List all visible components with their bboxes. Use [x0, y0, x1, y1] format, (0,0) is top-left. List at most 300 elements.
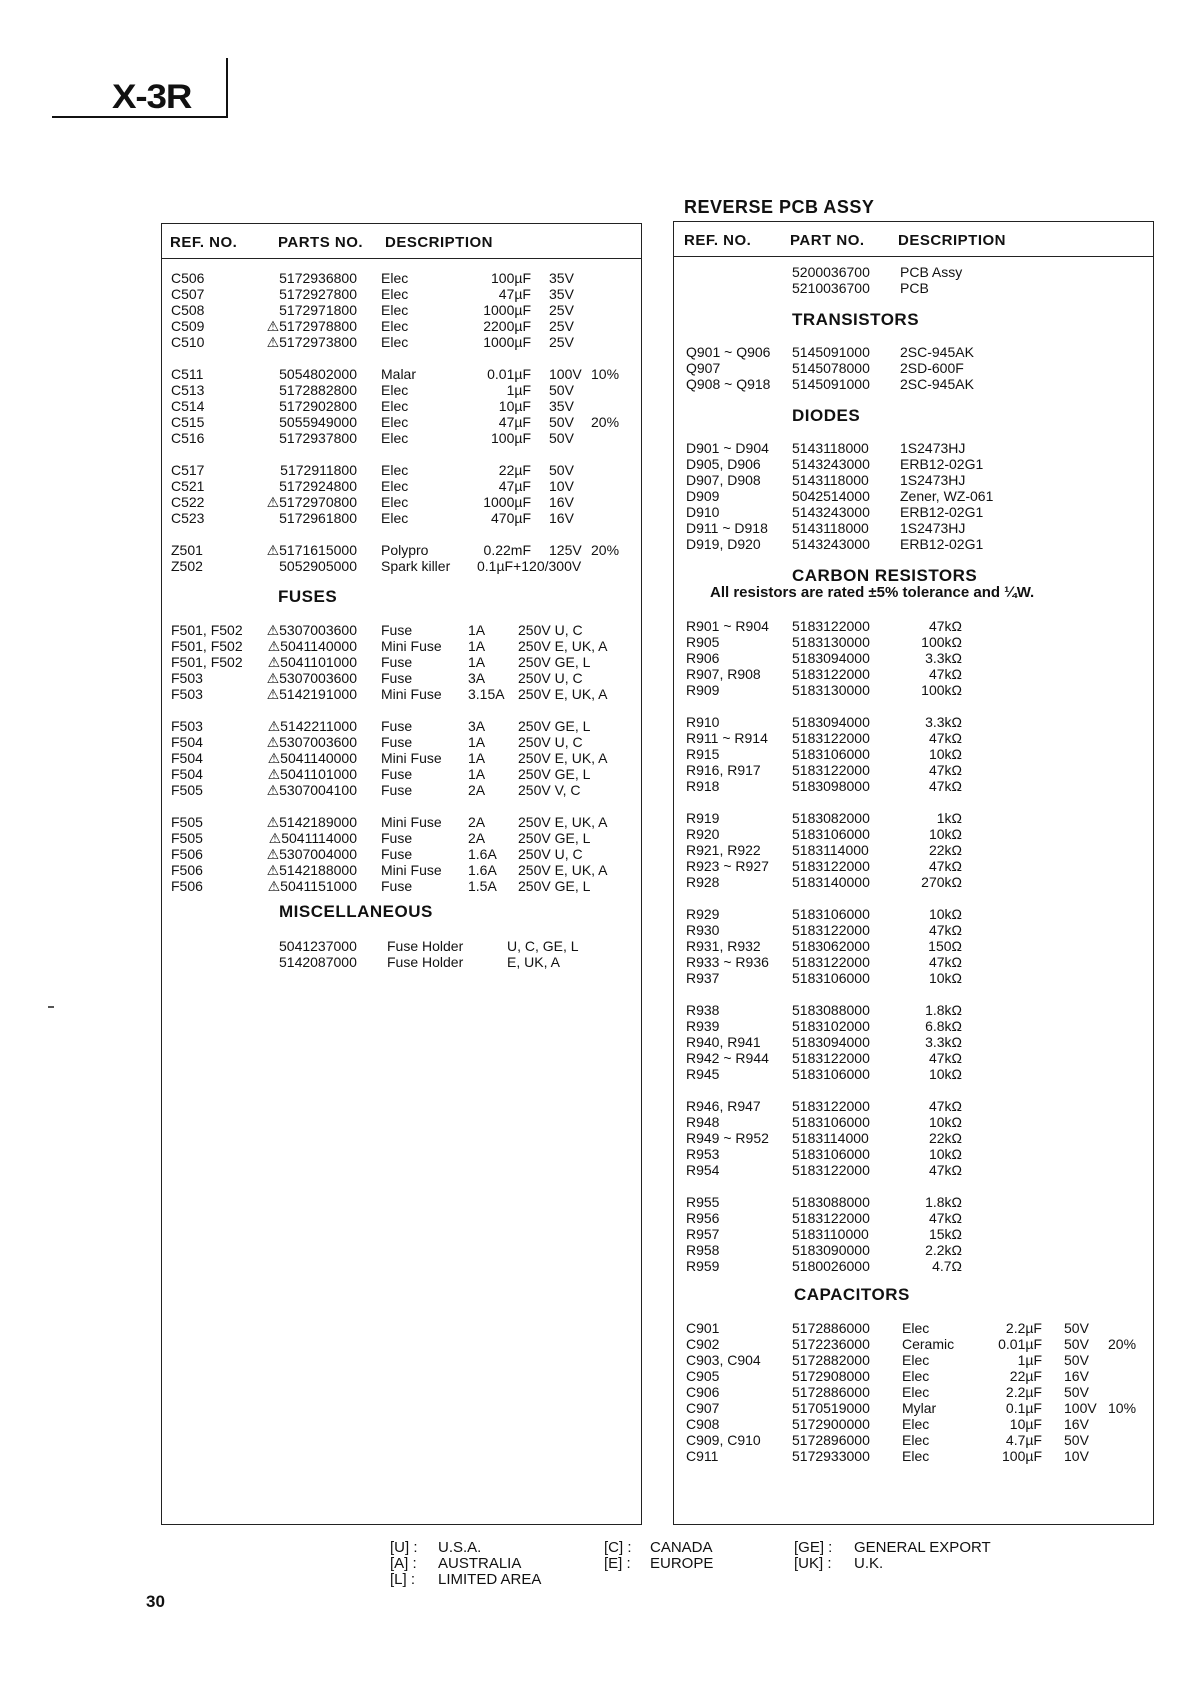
- ref-no: C509: [171, 318, 205, 334]
- resistance: 15kΩ: [928, 1226, 962, 1242]
- ref-no: R939: [686, 1018, 720, 1034]
- resistance: 47kΩ: [928, 730, 962, 746]
- value: 100µF: [1002, 1448, 1042, 1464]
- voltage: 25V: [549, 334, 574, 350]
- part-no: ⚠5142188000: [266, 862, 357, 878]
- voltage: 100V: [549, 366, 582, 382]
- part-no: 5143118000: [792, 472, 869, 488]
- voltage: 16V: [1064, 1416, 1089, 1432]
- part-no: 5183110000: [792, 1226, 869, 1242]
- voltage: 50V: [1064, 1352, 1089, 1368]
- tolerance: 20%: [591, 542, 620, 558]
- ref-no: D901 ~ D904: [686, 440, 769, 456]
- part-no: 5172908000: [792, 1368, 870, 1384]
- ref-no: C516: [171, 430, 205, 446]
- type: Elec: [381, 478, 409, 494]
- value: 10µF: [1009, 1416, 1042, 1432]
- part-no: ⚠5041140000: [267, 638, 357, 654]
- part-no: 5143243000: [792, 504, 870, 520]
- tolerance: 10%: [1108, 1400, 1137, 1416]
- part-no: 5183130000: [792, 634, 870, 650]
- part-no: 5172924800: [279, 478, 357, 494]
- type: Fuse: [381, 782, 413, 798]
- part-no: 5183122000: [792, 1162, 870, 1178]
- ref-no: F501, F502: [171, 638, 243, 654]
- resistance: 10kΩ: [928, 1114, 962, 1130]
- ref-no: C901: [686, 1320, 720, 1336]
- description: ERB12-02G1: [900, 504, 984, 520]
- part-no: 5183098000: [792, 778, 870, 794]
- ref-no: C522: [171, 494, 205, 510]
- value: 47µF: [498, 478, 531, 494]
- value: 1µF: [506, 382, 531, 398]
- legend-code: [C] :: [604, 1539, 632, 1556]
- page-number: 30: [146, 1592, 165, 1611]
- resistance: 10kΩ: [928, 906, 962, 922]
- region: U, C, GE, L: [507, 938, 579, 954]
- tolerance: 20%: [1108, 1336, 1137, 1352]
- ref-no: R942 ~ R944: [686, 1050, 769, 1066]
- ref-no: R909: [686, 682, 720, 698]
- voltage: 50V: [1064, 1320, 1089, 1336]
- part-no: 5143243000: [792, 536, 870, 552]
- part-no: 5145078000: [792, 360, 870, 376]
- part-no: 5145091000: [792, 376, 870, 392]
- ref-no: Z502: [171, 558, 203, 574]
- description: 1S2473HJ: [900, 440, 966, 456]
- part-no: ⚠5142189000: [266, 814, 357, 830]
- resistance: 47kΩ: [928, 1162, 962, 1178]
- rating: 1A: [468, 638, 486, 654]
- part-no: ⚠5307003600: [266, 734, 357, 750]
- legend-code: [U] :: [390, 1539, 418, 1556]
- voltage-region: 250V E, UK, A: [518, 750, 608, 766]
- legend-name: EUROPE: [650, 1555, 714, 1572]
- type: Elec: [902, 1448, 930, 1464]
- voltage-region: 250V E, UK, A: [518, 862, 608, 878]
- region: E, UK, A: [507, 954, 560, 970]
- resistance: 1.8kΩ: [925, 1002, 962, 1018]
- part-no: 5183122000: [792, 858, 870, 874]
- ref-no: C508: [171, 302, 205, 318]
- legend-code: [A] :: [390, 1555, 417, 1572]
- ref-no: R910: [686, 714, 720, 730]
- resistors-title: CARBON RESISTORS: [792, 566, 978, 585]
- part-no: 5183122000: [792, 1050, 870, 1066]
- col-part-no: PART NO.: [790, 232, 865, 249]
- part-no: ⚠5041151000: [267, 878, 357, 894]
- voltage: 50V: [549, 462, 574, 478]
- ref-no: R958: [686, 1242, 720, 1258]
- ref-no: R923 ~ R927: [686, 858, 769, 874]
- ref-no: D905, D906: [686, 456, 761, 472]
- type: Elec: [381, 302, 409, 318]
- ref-no: R959: [686, 1258, 720, 1274]
- left-table-header: [162, 224, 641, 259]
- part-no: 5042514000: [792, 488, 870, 504]
- part-no: 5172936800: [279, 270, 357, 286]
- value: 1µF: [1017, 1352, 1042, 1368]
- col-description: DESCRIPTION: [898, 232, 1007, 249]
- tolerance: 20%: [591, 414, 620, 430]
- ref-no: C908: [686, 1416, 720, 1432]
- ref-no: R931, R932: [686, 938, 761, 954]
- voltage-region: 250V U, C: [518, 734, 583, 750]
- part-no: 5054802000: [279, 366, 357, 382]
- voltage: 100V: [1064, 1400, 1097, 1416]
- rating: 1A: [468, 750, 486, 766]
- value: 47µF: [498, 286, 531, 302]
- part-no: 5183106000: [792, 970, 870, 986]
- part-no: ⚠5041101000: [267, 766, 357, 782]
- part-no: 5200036700: [792, 264, 870, 280]
- rating: 3.15A: [468, 686, 505, 702]
- legend-name: LIMITED AREA: [438, 1571, 542, 1588]
- part-no: 5183094000: [792, 1034, 870, 1050]
- tolerance: 10%: [591, 366, 620, 382]
- part-no: 5183106000: [792, 1146, 870, 1162]
- description: ERB12-02G1: [900, 456, 984, 472]
- ref-no: C907: [686, 1400, 720, 1416]
- part-no: 5183106000: [792, 1066, 870, 1082]
- voltage: 50V: [549, 430, 574, 446]
- type: Elec: [902, 1416, 930, 1432]
- voltage: 10V: [549, 478, 574, 494]
- type: Elec: [381, 286, 409, 302]
- rating: 1A: [468, 622, 486, 638]
- ref-no: D909: [686, 488, 720, 504]
- ref-no: F503: [171, 686, 203, 702]
- part-no: 5183106000: [792, 1114, 870, 1130]
- part-no: 5183114000: [792, 842, 869, 858]
- type: Mylar: [902, 1400, 937, 1416]
- ref-no: Q908 ~ Q918: [686, 376, 771, 392]
- value: 0.01µF: [487, 366, 531, 382]
- ref-no: R907, R908: [686, 666, 761, 682]
- part-no: 5041237000: [279, 938, 357, 954]
- description: 2SC-945AK: [900, 344, 974, 360]
- col-description: DESCRIPTION: [385, 234, 494, 251]
- part-no: 5183106000: [792, 906, 870, 922]
- ref-no: C903, C904: [686, 1352, 761, 1368]
- value: 47µF: [498, 414, 531, 430]
- logo-underline: [52, 116, 227, 118]
- voltage: 25V: [549, 318, 574, 334]
- ref-no: C513: [171, 382, 205, 398]
- rating: 1.6A: [468, 846, 497, 862]
- rating: 2A: [468, 782, 486, 798]
- legend-name: GENERAL EXPORT: [854, 1539, 991, 1556]
- type: Polypro: [381, 542, 429, 558]
- voltage-region: 250V GE, L: [518, 718, 591, 734]
- type: Elec: [381, 462, 409, 478]
- ref-no: R901 ~ R904: [686, 618, 769, 634]
- ref-no: C517: [171, 462, 205, 478]
- part-no: ⚠5041114000: [268, 830, 357, 846]
- part-no: 5183130000: [792, 682, 870, 698]
- ref-no: C511: [171, 366, 204, 382]
- type: Mini Fuse: [381, 814, 442, 830]
- ref-no: R956: [686, 1210, 720, 1226]
- rating: 1.6A: [468, 862, 497, 878]
- voltage-region: 250V GE, L: [518, 654, 591, 670]
- description: 1S2473HJ: [900, 472, 966, 488]
- resistors-note: All resistors are rated ±5% tolerance and ¼W.: [710, 584, 1035, 601]
- part-no: 5183122000: [792, 762, 870, 778]
- ref-no: F503: [171, 718, 203, 734]
- rating: 1A: [468, 654, 486, 670]
- part-no: 5143243000: [792, 456, 870, 472]
- margin-mark: [48, 1006, 54, 1008]
- ref-no: R919: [686, 810, 720, 826]
- resistance: 3.3kΩ: [925, 650, 962, 666]
- part-no: 5183122000: [792, 1098, 870, 1114]
- resistance: 47kΩ: [928, 1050, 962, 1066]
- part-no: 5172882800: [279, 382, 357, 398]
- ref-no: R948: [686, 1114, 720, 1130]
- type: Elec: [902, 1368, 930, 1384]
- description: Zener, WZ-061: [900, 488, 994, 504]
- part-no: 5172236000: [792, 1336, 870, 1352]
- legend-code: [E] :: [604, 1555, 631, 1572]
- value: 1000µF: [483, 334, 531, 350]
- part-no: 5172896000: [792, 1432, 870, 1448]
- voltage: 10V: [1064, 1448, 1089, 1464]
- part-no: ⚠5041101000: [267, 654, 357, 670]
- type: Fuse: [381, 734, 413, 750]
- ref-no: R933 ~ R936: [686, 954, 769, 970]
- resistance: 47kΩ: [928, 618, 962, 634]
- part-no: ⚠5142211000: [267, 718, 357, 734]
- part-no: 5172971800: [279, 302, 357, 318]
- type: Elec: [902, 1320, 930, 1336]
- part-no: 5172933000: [792, 1448, 870, 1464]
- ref-no: R955: [686, 1194, 720, 1210]
- ref-no: F504: [171, 766, 203, 782]
- value: 470µF: [491, 510, 531, 526]
- type: Mini Fuse: [381, 862, 442, 878]
- rating: 2A: [468, 830, 486, 846]
- type: Elec: [902, 1432, 930, 1448]
- resistance: 10kΩ: [928, 1066, 962, 1082]
- voltage: 50V: [1064, 1336, 1089, 1352]
- resistance: 2.2kΩ: [925, 1242, 962, 1258]
- ref-no: R915: [686, 746, 720, 762]
- type: Elec: [381, 270, 409, 286]
- type: Spark killer: [381, 558, 451, 574]
- type: Elec: [902, 1352, 930, 1368]
- part-no: ⚠5041140000: [267, 750, 357, 766]
- type: Fuse: [381, 846, 413, 862]
- voltage: 16V: [549, 494, 574, 510]
- part-no: 5172886000: [792, 1320, 870, 1336]
- part-no: ⚠5307004100: [266, 782, 357, 798]
- ref-no: D910: [686, 504, 720, 520]
- value: 2200µF: [483, 318, 531, 334]
- ref-no: R938: [686, 1002, 720, 1018]
- part-no: ⚠5307003600: [266, 670, 357, 686]
- description: 1S2473HJ: [900, 520, 966, 536]
- ref-no: R916, R917: [686, 762, 761, 778]
- value: 1000µF: [483, 494, 531, 510]
- part-no: 5172911800: [280, 462, 357, 478]
- resistance: 47kΩ: [928, 778, 962, 794]
- rating: 3A: [468, 718, 486, 734]
- part-no: 5172886000: [792, 1384, 870, 1400]
- part-no: 5183122000: [792, 666, 870, 682]
- part-no: 5183140000: [792, 874, 870, 890]
- legend-name: CANADA: [650, 1539, 713, 1556]
- resistance: 150Ω: [928, 938, 962, 954]
- rating: 3A: [468, 670, 486, 686]
- ref-no: R957: [686, 1226, 720, 1242]
- ref-no: Z501: [171, 542, 203, 558]
- legend-name: U.S.A.: [438, 1539, 482, 1556]
- voltage-region: 250V U, C: [518, 622, 583, 638]
- voltage-region: 250V U, C: [518, 670, 583, 686]
- ref-no: R954: [686, 1162, 720, 1178]
- ref-no: R937: [686, 970, 720, 986]
- ref-no: R929: [686, 906, 720, 922]
- ref-no: R945: [686, 1066, 720, 1082]
- description: PCB: [900, 280, 929, 296]
- legend-code: [L] :: [390, 1571, 416, 1588]
- part-no: 5052905000: [279, 558, 357, 574]
- ref-no: F501, F502: [171, 622, 243, 638]
- ref-no: R940, R941: [686, 1034, 761, 1050]
- part-no: 5183114000: [792, 1130, 869, 1146]
- part-no: ⚠5171615000: [266, 542, 357, 558]
- part-no: 5172902800: [279, 398, 357, 414]
- model-logo: X-3R: [112, 78, 192, 116]
- col-parts-no: PARTS NO.: [278, 234, 364, 251]
- ref-no: R921, R922: [686, 842, 761, 858]
- voltage: 50V: [1064, 1432, 1089, 1448]
- logo-divider: [226, 58, 228, 118]
- type: Elec: [381, 382, 409, 398]
- legend-code: [GE] :: [794, 1539, 833, 1556]
- ref-no: F503: [171, 670, 203, 686]
- type: Elec: [381, 398, 409, 414]
- resistance: 47kΩ: [928, 922, 962, 938]
- resistance: 10kΩ: [928, 1146, 962, 1162]
- part-no: ⚠5307003600: [266, 622, 357, 638]
- part-no: 5183102000: [792, 1018, 870, 1034]
- ref-no: R905: [686, 634, 720, 650]
- type: Mini Fuse: [381, 686, 442, 702]
- type: Fuse: [381, 830, 413, 846]
- part-no: 5183122000: [792, 1210, 870, 1226]
- part-no: 5143118000: [792, 440, 869, 456]
- resistance: 3.3kΩ: [925, 1034, 962, 1050]
- legend-name: U.K.: [854, 1555, 884, 1572]
- type: Fuse: [381, 622, 413, 638]
- diodes-title: DIODES: [792, 406, 861, 425]
- resistance: 47kΩ: [928, 666, 962, 682]
- part-no: 5183122000: [792, 954, 870, 970]
- part-no: 5183106000: [792, 746, 870, 762]
- ref-no: C905: [686, 1368, 720, 1384]
- voltage: 16V: [1064, 1368, 1089, 1384]
- voltage: 50V: [549, 382, 574, 398]
- ref-no: C507: [171, 286, 205, 302]
- part-no: 5143118000: [792, 520, 869, 536]
- ref-no: R953: [686, 1146, 720, 1162]
- part-no: 5172927800: [279, 286, 357, 302]
- part-no: 5183094000: [792, 714, 870, 730]
- voltage-region: 250V U, C: [518, 846, 583, 862]
- resistance: 10kΩ: [928, 826, 962, 842]
- description: ERB12-02G1: [900, 536, 984, 552]
- type: Fuse: [381, 670, 413, 686]
- part-no: 5183094000: [792, 650, 870, 666]
- resistance: 270kΩ: [921, 874, 962, 890]
- transistors-title: TRANSISTORS: [792, 310, 920, 329]
- part-no: ⚠5172973800: [266, 334, 357, 350]
- part-no: 5172882000: [792, 1352, 870, 1368]
- value: 0.01µF: [998, 1336, 1042, 1352]
- description: Fuse Holder: [387, 954, 464, 970]
- misc-title: MISCELLANEOUS: [279, 902, 433, 921]
- ref-no: D919, D920: [686, 536, 761, 552]
- resistance: 6.8kΩ: [925, 1018, 962, 1034]
- ref-no: R949 ~ R952: [686, 1130, 769, 1146]
- ref-no: C506: [171, 270, 205, 286]
- part-no: 5183088000: [792, 1002, 870, 1018]
- type: Mini Fuse: [381, 750, 442, 766]
- ref-no: Q901 ~ Q906: [686, 344, 771, 360]
- resistance: 47kΩ: [928, 762, 962, 778]
- voltage-region: 250V E, UK, A: [518, 638, 608, 654]
- voltage: 50V: [549, 414, 574, 430]
- resistance: 100kΩ: [921, 682, 962, 698]
- ref-no: R918: [686, 778, 720, 794]
- fuses-title: FUSES: [278, 587, 338, 606]
- value: 1000µF: [483, 302, 531, 318]
- resistance: 47kΩ: [928, 1210, 962, 1226]
- ref-no: R911 ~ R914: [686, 730, 768, 746]
- description: 2SD-600F: [900, 360, 964, 376]
- ref-no: D907, D908: [686, 472, 761, 488]
- part-no: 5183082000: [792, 810, 870, 826]
- voltage: 125V: [549, 542, 582, 558]
- resistance: 22kΩ: [928, 1130, 962, 1146]
- type: Fuse: [381, 766, 413, 782]
- resistance: 3.3kΩ: [925, 714, 962, 730]
- ref-no: F504: [171, 734, 203, 750]
- ref-no: F501, F502: [171, 654, 243, 670]
- ref-no: C510: [171, 334, 205, 350]
- ref-no: C521: [171, 478, 205, 494]
- value: 2.2µF: [1005, 1384, 1042, 1400]
- ref-no: C906: [686, 1384, 720, 1400]
- value: 0.1µF+120/300V: [477, 558, 582, 574]
- rating: 1A: [468, 734, 486, 750]
- part-no: 5172900000: [792, 1416, 870, 1432]
- part-no: 5183090000: [792, 1242, 870, 1258]
- right-table-header: [674, 222, 1153, 257]
- capacitors-title: CAPACITORS: [794, 1285, 910, 1304]
- type: Fuse: [381, 654, 413, 670]
- part-no: 5142087000: [279, 954, 357, 970]
- value: 22µF: [1009, 1368, 1042, 1384]
- legend-name: AUSTRALIA: [438, 1555, 522, 1572]
- value: 100µF: [491, 270, 531, 286]
- type: Mini Fuse: [381, 638, 442, 654]
- part-no: 5183122000: [792, 618, 870, 634]
- type: Malar: [381, 366, 417, 382]
- part-no: 5055949000: [279, 414, 357, 430]
